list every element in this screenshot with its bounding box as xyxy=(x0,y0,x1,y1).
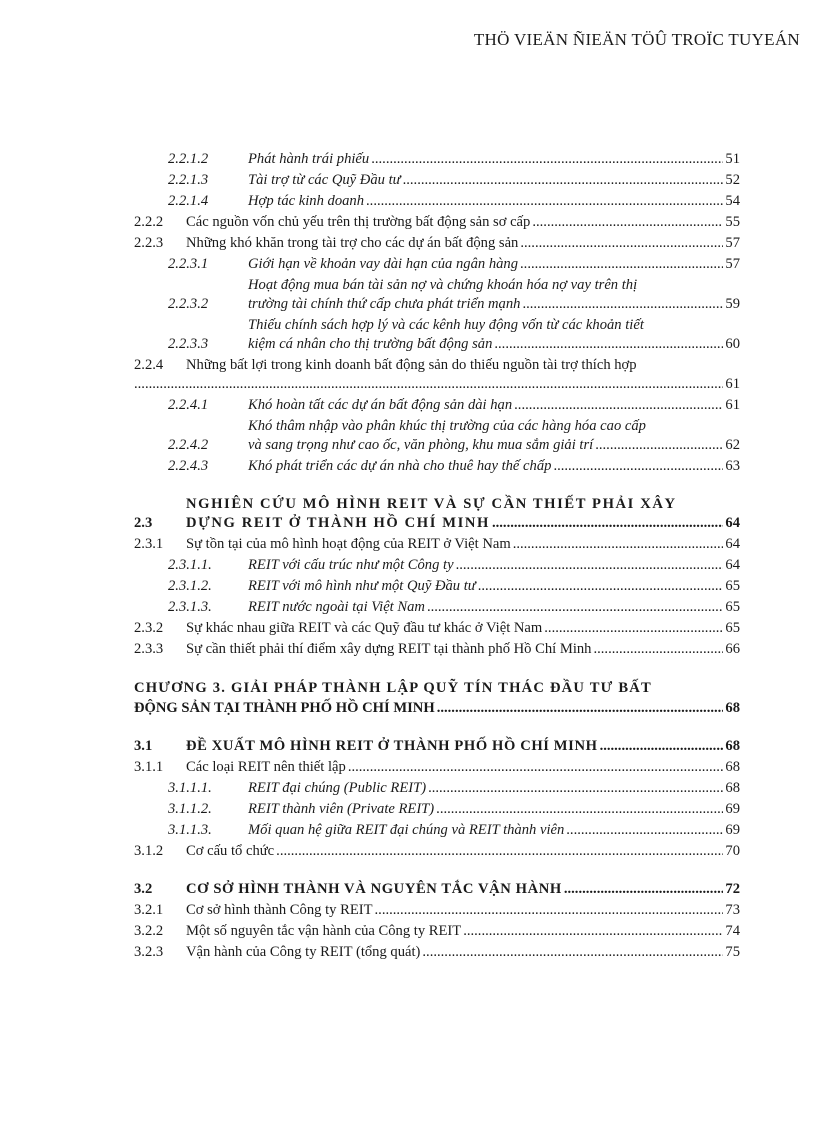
toc-entry[interactable] xyxy=(134,213,740,234)
toc-number: 3.2.3 xyxy=(134,944,164,960)
dot-leader xyxy=(553,457,723,476)
toc-number: 3.2 xyxy=(134,881,153,897)
toc-page: 65 xyxy=(725,620,740,636)
toc-number: 2.2.1.4 xyxy=(168,193,209,209)
dot-leader xyxy=(427,598,723,617)
toc-page: 64 xyxy=(725,515,740,531)
dot-leader xyxy=(463,922,723,941)
toc-title-continued: kiệm cá nhân cho thị trường bất động sản xyxy=(248,336,493,352)
toc-page: 63 xyxy=(725,458,740,474)
toc-title: Mối quan hệ giữa REIT đại chúng và REIT thành viên xyxy=(248,822,565,838)
toc-page: 57 xyxy=(725,235,740,251)
toc-chapter-heading[interactable] xyxy=(134,678,740,720)
toc-number: 3.2.2 xyxy=(134,923,164,939)
toc-title: Một số nguyên tắc vận hành của Công ty REIT xyxy=(186,923,462,939)
dot-leader xyxy=(494,335,723,354)
toc-entry[interactable] xyxy=(134,779,740,800)
table-of-contents xyxy=(134,150,740,964)
dot-leader xyxy=(520,255,723,274)
dot-leader xyxy=(456,556,724,575)
toc-page: 73 xyxy=(725,902,740,918)
toc-number: 2.3.1.3. xyxy=(168,599,212,615)
toc-number: 2.3.1.1. xyxy=(168,557,212,573)
toc-title: Các nguồn vốn chủ yếu trên thị trường bất động sản sơ cấp xyxy=(186,214,531,230)
toc-title: Vận hành của Công ty REIT (tổng quát) xyxy=(186,944,421,960)
toc-title: Cơ sở hình thành Công ty REIT xyxy=(186,902,373,918)
toc-title: Khó thâm nhập vào phân khúc thị trường của các hàng hóa cao cấp xyxy=(248,418,646,434)
toc-entry[interactable] xyxy=(134,171,740,192)
toc-entry[interactable] xyxy=(134,255,740,276)
toc-number: 2.2.4.1 xyxy=(168,397,209,413)
dot-leader xyxy=(532,213,723,232)
toc-entry[interactable] xyxy=(134,901,740,922)
toc-page: 64 xyxy=(725,557,740,573)
toc-number: 3.1.2 xyxy=(134,843,164,859)
toc-title: Các loại REIT nên thiết lập xyxy=(186,759,346,775)
toc-title: Những khó khăn trong tài trợ cho các dự án bất động sản xyxy=(186,235,519,251)
toc-title: Phát hành trái phiếu xyxy=(248,151,370,167)
toc-number: 3.1 xyxy=(134,738,153,754)
toc-page: 68 xyxy=(725,738,740,754)
toc-entry[interactable] xyxy=(134,316,740,356)
page-header: THÖ VIEÄN ÑIEÄN TÖÛ TROÏC TUYEÁN xyxy=(473,30,800,49)
dot-leader xyxy=(522,295,723,314)
toc-number: 2.2.2 xyxy=(134,214,164,230)
dot-leader xyxy=(403,171,724,190)
toc-title-continued: DỰNG REIT Ở THÀNH HỒ CHÍ MINH xyxy=(186,515,490,531)
toc-page: 62 xyxy=(725,437,740,453)
dot-leader xyxy=(276,842,723,861)
toc-page: 68 xyxy=(725,759,740,775)
toc-entry[interactable] xyxy=(134,234,740,255)
toc-number: 2.2.4.3 xyxy=(168,458,209,474)
toc-title: REIT thành viên (Private REIT) xyxy=(248,801,435,817)
dot-leader xyxy=(566,821,723,840)
dot-leader xyxy=(595,436,723,455)
toc-title: REIT với cấu trúc như một Công ty xyxy=(248,557,454,573)
dot-leader xyxy=(366,192,723,211)
toc-number: 2.2.1.2 xyxy=(168,151,209,167)
dot-leader xyxy=(437,698,724,718)
toc-title: Khó hoàn tất các dự án bất động sản dài hạn xyxy=(248,397,513,413)
toc-entry[interactable] xyxy=(134,821,740,842)
dot-leader xyxy=(436,800,723,819)
toc-section-heading[interactable] xyxy=(134,880,740,901)
toc-section-heading[interactable] xyxy=(134,495,740,535)
toc-title-continued: ĐỘNG SẢN TẠI THÀNH PHỐ HỒ CHÍ MINH xyxy=(134,700,435,716)
toc-page: 72 xyxy=(725,881,740,897)
toc-entry[interactable] xyxy=(134,758,740,779)
toc-page: 74 xyxy=(725,923,740,939)
toc-number: 3.1.1.3. xyxy=(168,822,212,838)
toc-number: 2.2.4 xyxy=(134,357,164,373)
toc-title: Hoạt động mua bán tài sản nợ và chứng khoán hóa nợ vay trên thị xyxy=(248,277,638,293)
dot-leader xyxy=(514,396,723,415)
toc-title: Hợp tác kinh doanh xyxy=(248,193,365,209)
toc-title: ĐỀ XUẤT MÔ HÌNH REIT Ở THÀNH PHỐ HỒ CHÍ MINH xyxy=(186,738,598,754)
toc-page: 75 xyxy=(725,944,740,960)
toc-entry[interactable] xyxy=(134,619,740,640)
toc-number: 3.1.1.1. xyxy=(168,780,212,796)
toc-number: 2.2.4.2 xyxy=(168,437,209,453)
dot-leader xyxy=(375,901,724,920)
toc-entry[interactable] xyxy=(134,396,740,417)
toc-number: 2.2.1.3 xyxy=(168,172,209,188)
toc-title: CHƯƠNG 3. GIẢI PHÁP THÀNH LẬP QUỸ TÍN THÁC ĐẦU TƯ BẤT xyxy=(134,680,652,696)
toc-number: 3.1.1.2. xyxy=(168,801,212,817)
toc-page: 61 xyxy=(725,376,740,392)
toc-title: Khó phát triển các dự án nhà cho thuê hay thế chấp xyxy=(248,458,552,474)
dot-leader xyxy=(513,535,724,554)
dot-leader xyxy=(428,779,723,798)
toc-entry[interactable] xyxy=(134,150,740,171)
toc-entry[interactable] xyxy=(134,922,740,943)
toc-number: 2.3.1 xyxy=(134,536,164,552)
toc-title: Sự tồn tại của mô hình hoạt động của REIT ở Việt Nam xyxy=(186,536,511,552)
toc-entry[interactable] xyxy=(134,192,740,213)
toc-entry[interactable] xyxy=(134,276,740,316)
toc-title-continued: trường tài chính thứ cấp chưa phát triển mạnh xyxy=(248,296,521,312)
toc-title: Tài trợ từ các Quỹ Đầu tư xyxy=(248,172,401,188)
toc-title: Giới hạn về khoản vay dài hạn của ngân hàng xyxy=(248,256,519,272)
toc-page: 69 xyxy=(725,801,740,817)
toc-title: Cơ cấu tổ chức xyxy=(186,843,275,859)
dot-leader xyxy=(134,375,723,394)
dot-leader xyxy=(371,150,723,169)
toc-page: 51 xyxy=(725,151,740,167)
dot-leader xyxy=(600,737,724,756)
dot-leader xyxy=(564,880,724,899)
toc-number: 3.1.1 xyxy=(134,759,164,775)
toc-page: 65 xyxy=(725,599,740,615)
toc-title: Sự cần thiết phải thí điểm xây dựng REIT tại thành phố Hồ Chí Minh xyxy=(186,641,592,657)
dot-leader xyxy=(520,234,723,253)
toc-page: 70 xyxy=(725,843,740,859)
toc-entry[interactable] xyxy=(134,640,740,661)
toc-entry[interactable] xyxy=(134,598,740,619)
dot-leader xyxy=(492,514,723,533)
toc-number: 2.3.1.2. xyxy=(168,578,212,594)
toc-entry[interactable] xyxy=(134,556,740,577)
toc-entry[interactable] xyxy=(134,842,740,863)
toc-title: REIT nước ngoài tại Việt Nam xyxy=(248,599,425,615)
toc-entry[interactable] xyxy=(134,800,740,821)
toc-page: 57 xyxy=(725,256,740,272)
toc-entry[interactable] xyxy=(134,943,740,964)
toc-number: 2.3.3 xyxy=(134,641,164,657)
toc-entry[interactable] xyxy=(134,457,740,478)
toc-title: REIT với mô hình như một Quỹ Đầu tư xyxy=(248,578,476,594)
toc-number: 2.2.3.3 xyxy=(168,336,209,352)
toc-number: 2.3.2 xyxy=(134,620,164,636)
toc-entry[interactable] xyxy=(134,417,740,457)
toc-section-heading[interactable] xyxy=(134,737,740,758)
toc-page: 61 xyxy=(725,397,740,413)
toc-page: 66 xyxy=(725,641,740,657)
dot-leader xyxy=(348,758,724,777)
toc-page: 68 xyxy=(725,700,740,716)
toc-title-continued: và sang trọng như cao ốc, văn phòng, khu mua sắm giải trí xyxy=(248,437,594,453)
dot-leader xyxy=(478,577,724,596)
toc-number: 2.2.3 xyxy=(134,235,164,251)
toc-page: 55 xyxy=(725,214,740,230)
toc-number: 3.2.1 xyxy=(134,902,164,918)
toc-title: Những bất lợi trong kinh doanh bất động sản do thiếu nguồn tài trợ thích hợp xyxy=(186,357,637,373)
toc-entry[interactable] xyxy=(134,356,740,396)
toc-page: 68 xyxy=(725,780,740,796)
toc-page: 54 xyxy=(725,193,740,209)
toc-number: 2.2.3.2 xyxy=(168,296,209,312)
toc-page: 69 xyxy=(725,822,740,838)
toc-number: 2.2.3.1 xyxy=(168,256,209,272)
dot-leader xyxy=(544,619,723,638)
toc-title: Sự khác nhau giữa REIT và các Quỹ đầu tư khác ở Việt Nam xyxy=(186,620,543,636)
dot-leader xyxy=(593,640,723,659)
dot-leader xyxy=(422,943,723,962)
toc-number: 2.3 xyxy=(134,515,153,531)
toc-page: 59 xyxy=(725,296,740,312)
toc-page: 64 xyxy=(725,536,740,552)
toc-page: 52 xyxy=(725,172,740,188)
toc-page: 60 xyxy=(725,336,740,352)
toc-entry[interactable] xyxy=(134,535,740,556)
toc-title: NGHIÊN CỨU MÔ HÌNH REIT VÀ SỰ CẦN THIẾT PHẢI XÂY xyxy=(186,496,677,512)
toc-title: CƠ SỞ HÌNH THÀNH VÀ NGUYÊN TẮC VẬN HÀNH xyxy=(186,881,562,897)
toc-title: Thiếu chính sách hợp lý và các kênh huy động vốn từ các khoản tiết xyxy=(248,317,644,333)
toc-page: 65 xyxy=(725,578,740,594)
toc-entry[interactable] xyxy=(134,577,740,598)
toc-title: REIT đại chúng (Public REIT) xyxy=(248,780,427,796)
